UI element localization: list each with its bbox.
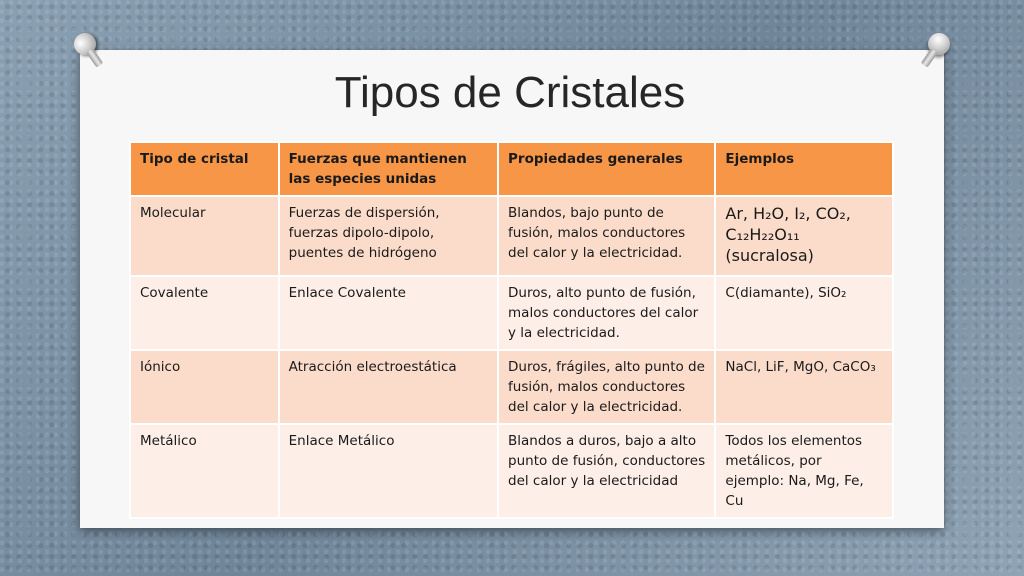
cell-propiedades: Duros, alto punto de fusión, malos conductores del calor y la electricidad.	[498, 276, 715, 350]
cell-tipo: Covalente	[130, 276, 279, 350]
header-propiedades: Propiedades generales	[498, 142, 715, 196]
table-header-row	[130, 142, 893, 196]
pushpin-icon	[924, 29, 955, 60]
header-ejemplos: Ejemplos	[715, 142, 893, 196]
table-row	[130, 350, 893, 424]
slide-title-text: Tipos de Cristales	[334, 68, 686, 117]
cell-tipo: Metálico	[130, 424, 279, 518]
cell-propiedades: Blandos, bajo punto de fusión, malos conductores del calor y la electricidad.	[498, 196, 715, 276]
cell-fuerzas: Fuerzas de dispersión, fuerzas dipolo-dipolo, puentes de hidrógeno	[279, 196, 498, 276]
cell-fuerzas: Enlace Covalente	[279, 276, 498, 350]
header-tipo: Tipo de cristal	[130, 142, 279, 196]
cell-ejemplos: Ar, H₂O, I₂, CO₂, C₁₂H₂₂O₁₁ (sucralosa)	[715, 196, 893, 276]
cell-fuerzas: Enlace Metálico	[279, 424, 498, 518]
header-fuerzas: Fuerzas que mantienen las especies unidas	[279, 142, 498, 196]
pushpin-icon	[70, 29, 101, 60]
crystal-types-table	[129, 141, 894, 519]
cell-tipo: Molecular	[130, 196, 279, 276]
table-row	[130, 424, 893, 518]
table-row	[130, 196, 893, 276]
cell-propiedades: Blandos a duros, bajo a alto punto de fusión, conductores del calor y la electricidad	[498, 424, 715, 518]
cell-ejemplos: NaCl, LiF, MgO, CaCO₃	[715, 350, 893, 424]
slide-title	[0, 68, 1024, 118]
cell-tipo: Iónico	[130, 350, 279, 424]
table-row	[130, 276, 893, 350]
cell-ejemplos: C(diamante), SiO₂	[715, 276, 893, 350]
cell-propiedades: Duros, frágiles, alto punto de fusión, malos conductores del calor y la electricidad.	[498, 350, 715, 424]
cell-fuerzas: Atracción electroestática	[279, 350, 498, 424]
cell-ejemplos: Todos los elementos metálicos, por ejemplo: Na, Mg, Fe, Cu	[715, 424, 893, 518]
